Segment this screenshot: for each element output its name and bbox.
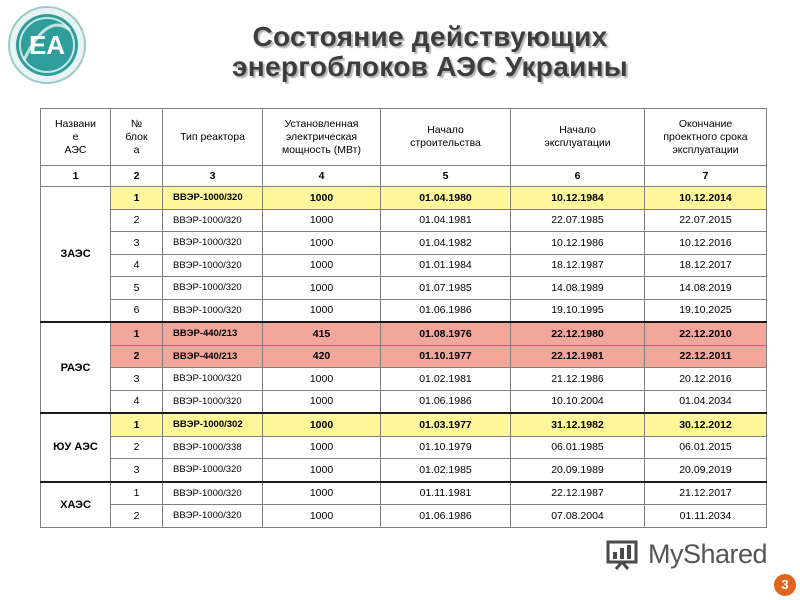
construction-start-date: 01.04.1981 (381, 209, 511, 232)
construction-start-date: 01.04.1980 (381, 187, 511, 210)
reactor-type: ВВЭР-1000/320 (163, 277, 263, 300)
reactor-type: ВВЭР-1000/320 (163, 187, 263, 210)
plant-name: ХАЭС (41, 482, 111, 528)
header-operation-start: Начало эксплуатации (511, 109, 645, 166)
col-number: 4 (263, 166, 381, 187)
power-mw: 1000 (263, 368, 381, 391)
header-row (41, 109, 767, 166)
unit-row (41, 187, 767, 210)
design-end-date: 01.04.2034 (645, 390, 767, 413)
units-body (41, 187, 767, 528)
header-power: Установленная электрическая мощность (МВт) (263, 109, 381, 166)
operation-start-date: 10.12.1986 (511, 232, 645, 255)
reactor-type: ВВЭР-1000/320 (163, 299, 263, 322)
operation-start-date: 19.10.1995 (511, 299, 645, 322)
ea-logo (6, 4, 88, 86)
construction-start-date: 01.11.1981 (381, 482, 511, 505)
power-mw: 1000 (263, 436, 381, 459)
construction-start-date: 01.02.1981 (381, 368, 511, 391)
construction-start-date: 01.02.1985 (381, 459, 511, 482)
construction-start-date: 01.10.1979 (381, 436, 511, 459)
reactor-type: ВВЭР-440/213 (163, 345, 263, 368)
power-mw: 420 (263, 345, 381, 368)
reactor-type: ВВЭР-1000/320 (163, 254, 263, 277)
unit-number: 1 (111, 413, 163, 436)
header-reactor-type: Тип реактора (163, 109, 263, 166)
col-number: 5 (381, 166, 511, 187)
power-mw: 1000 (263, 413, 381, 436)
power-mw: 1000 (263, 459, 381, 482)
design-end-date: 19.10.2025 (645, 299, 767, 322)
plant-name: ЗАЭС (41, 187, 111, 323)
operation-start-date: 20.09.1989 (511, 459, 645, 482)
unit-number: 2 (111, 209, 163, 232)
unit-row (41, 322, 767, 345)
operation-start-date: 10.10.2004 (511, 390, 645, 413)
construction-start-date: 01.06.1986 (381, 505, 511, 528)
power-mw: 1000 (263, 482, 381, 505)
unit-number: 3 (111, 232, 163, 255)
reactor-type: ВВЭР-1000/320 (163, 368, 263, 391)
operation-start-date: 14.08.1989 (511, 277, 645, 300)
reactor-type: ВВЭР-1000/302 (163, 413, 263, 436)
unit-row (41, 299, 767, 322)
construction-start-date: 01.06.1986 (381, 299, 511, 322)
design-end-date: 22.12.2010 (645, 322, 767, 345)
unit-row (41, 209, 767, 232)
unit-number: 1 (111, 187, 163, 210)
reactor-type: ВВЭР-440/213 (163, 322, 263, 345)
page-title (200, 22, 660, 82)
design-end-date: 22.12.2011 (645, 345, 767, 368)
unit-row (41, 482, 767, 505)
unit-row (41, 277, 767, 300)
operation-start-date: 22.12.1980 (511, 322, 645, 345)
reactor-type: ВВЭР-1000/320 (163, 505, 263, 528)
plant-name: РАЭС (41, 322, 111, 413)
construction-start-date: 01.07.1985 (381, 277, 511, 300)
construction-start-date: 01.10.1977 (381, 345, 511, 368)
unit-row (41, 232, 767, 255)
logo-text: ЕА (28, 30, 66, 60)
operation-start-date: 07.08.2004 (511, 505, 645, 528)
unit-number: 2 (111, 436, 163, 459)
header-plant: Названи е АЭС (41, 109, 111, 166)
design-end-date: 01.11.2034 (645, 505, 767, 528)
header-construction-start: Начало строительства (381, 109, 511, 166)
unit-number: 6 (111, 299, 163, 322)
unit-number: 1 (111, 482, 163, 505)
design-end-date: 21.12.2017 (645, 482, 767, 505)
col-number: 7 (645, 166, 767, 187)
design-end-date: 18.12.2017 (645, 254, 767, 277)
design-end-date: 30.12.2012 (645, 413, 767, 436)
operation-start-date: 10.12.1984 (511, 187, 645, 210)
operation-start-date: 31.12.1982 (511, 413, 645, 436)
construction-start-date: 01.08.1976 (381, 322, 511, 345)
unit-number: 4 (111, 390, 163, 413)
myshared-watermark (606, 538, 767, 570)
power-mw: 415 (263, 322, 381, 345)
unit-row (41, 390, 767, 413)
construction-start-date: 01.04.1982 (381, 232, 511, 255)
header-design-end: Окончание проектного срока эксплуатации (645, 109, 767, 166)
unit-row (41, 505, 767, 528)
column-number-row (41, 166, 767, 187)
unit-row (41, 254, 767, 277)
col-number: 2 (111, 166, 163, 187)
reactor-type: ВВЭР-1000/320 (163, 209, 263, 232)
power-mw: 1000 (263, 232, 381, 255)
construction-start-date: 01.01.1984 (381, 254, 511, 277)
unit-row (41, 413, 767, 436)
power-mw: 1000 (263, 505, 381, 528)
unit-row (41, 459, 767, 482)
header-unit-number: № блок а (111, 109, 163, 166)
operation-start-date: 22.12.1987 (511, 482, 645, 505)
unit-number: 4 (111, 254, 163, 277)
col-number: 3 (163, 166, 263, 187)
design-end-date: 06.01.2015 (645, 436, 767, 459)
title-line-2: энергоблоков АЭС Украины (231, 51, 629, 82)
title-line-1: Состояние действующих (252, 21, 608, 52)
power-mw: 1000 (263, 277, 381, 300)
power-mw: 1000 (263, 209, 381, 232)
col-number: 1 (41, 166, 111, 187)
design-end-date: 22.07.2015 (645, 209, 767, 232)
reactor-type: ВВЭР-1000/338 (163, 436, 263, 459)
reactor-type: ВВЭР-1000/320 (163, 390, 263, 413)
unit-number: 2 (111, 345, 163, 368)
construction-start-date: 01.06.1986 (381, 390, 511, 413)
unit-row (41, 368, 767, 391)
power-mw: 1000 (263, 299, 381, 322)
power-mw: 1000 (263, 390, 381, 413)
power-mw: 1000 (263, 187, 381, 210)
reactor-type: ВВЭР-1000/320 (163, 232, 263, 255)
unit-number: 2 (111, 505, 163, 528)
operation-start-date: 22.07.1985 (511, 209, 645, 232)
design-end-date: 14.08.2019 (645, 277, 767, 300)
myshared-text: MyShared (648, 538, 768, 569)
unit-number: 1 (111, 322, 163, 345)
reactor-type: ВВЭР-1000/320 (163, 482, 263, 505)
unit-row (41, 345, 767, 368)
npp-units-table (40, 108, 767, 528)
construction-start-date: 01.03.1977 (381, 413, 511, 436)
operation-start-date: 22.12.1981 (511, 345, 645, 368)
design-end-date: 10.12.2014 (645, 187, 767, 210)
col-number: 6 (511, 166, 645, 187)
operation-start-date: 21.12.1986 (511, 368, 645, 391)
design-end-date: 20.12.2016 (645, 368, 767, 391)
operation-start-date: 06.01.1985 (511, 436, 645, 459)
unit-number: 3 (111, 368, 163, 391)
operation-start-date: 18.12.1987 (511, 254, 645, 277)
design-end-date: 20.09.2019 (645, 459, 767, 482)
unit-number: 5 (111, 277, 163, 300)
reactor-type: ВВЭР-1000/320 (163, 459, 263, 482)
myshared-logo-icon (606, 538, 642, 570)
unit-row (41, 436, 767, 459)
design-end-date: 10.12.2016 (645, 232, 767, 255)
plant-name: ЮУ АЭС (41, 413, 111, 482)
page-number-badge: 3 (774, 574, 796, 596)
power-mw: 1000 (263, 254, 381, 277)
unit-number: 3 (111, 459, 163, 482)
